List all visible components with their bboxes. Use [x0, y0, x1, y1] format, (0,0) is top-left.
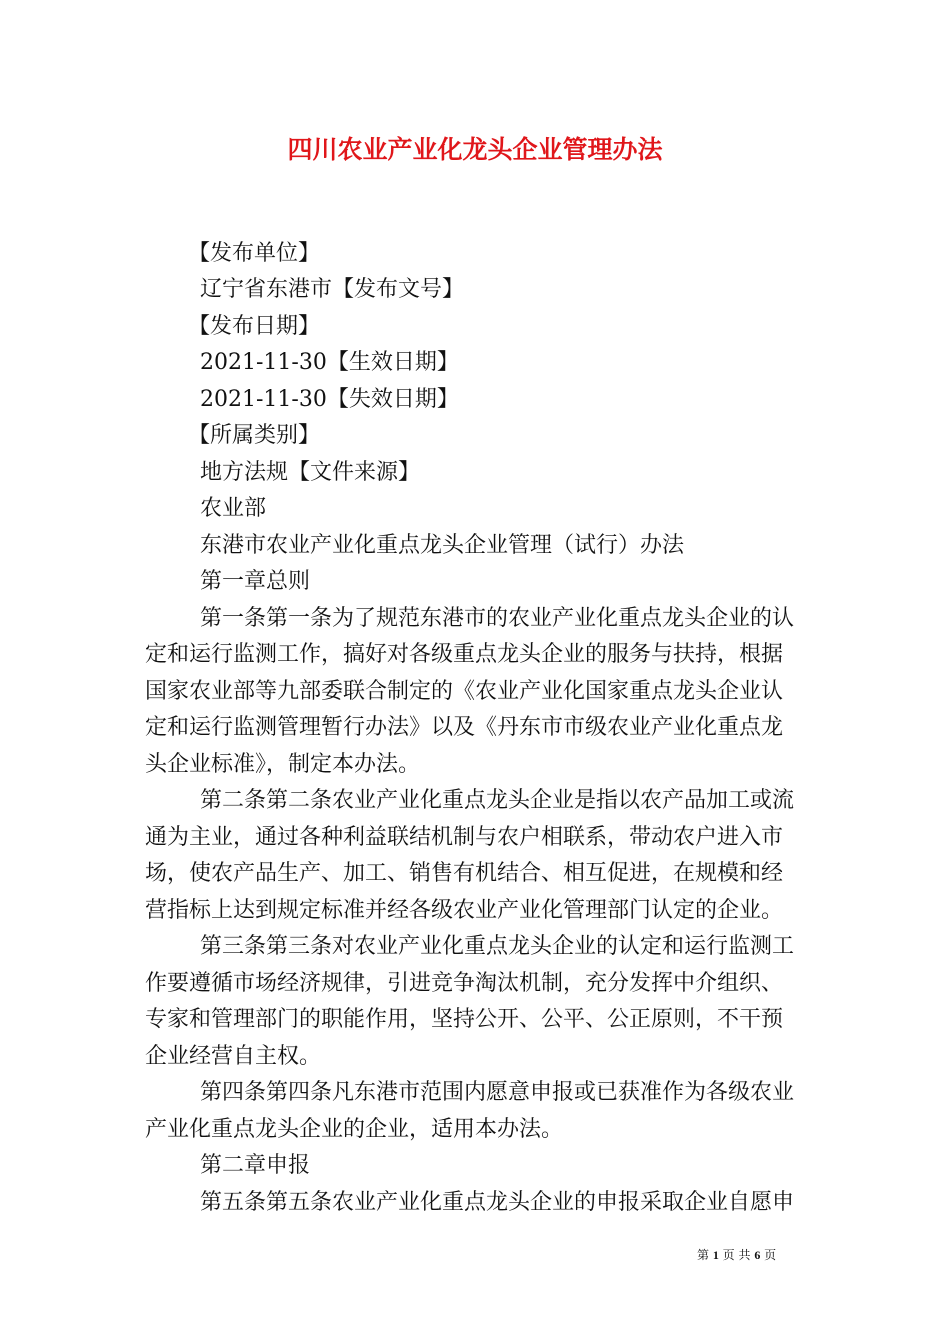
- meta-line: 【发布日期】: [188, 314, 321, 339]
- meta-line: 【所属类别】: [188, 423, 321, 448]
- article-line: 营指标上达到规定标准并经各级农业产业化管理部门认定的企业。: [145, 898, 784, 923]
- article-line: 专家和管理部门的职能作用，坚持公开、公平、公正原则，不干预: [145, 1007, 784, 1032]
- article-line: 第一条第一条为了规范东港市的农业产业化重点龙头企业的认: [200, 606, 795, 631]
- document-title: 四川农业产业化龙头企业管理办法: [287, 135, 663, 164]
- current-page-number: 1: [712, 1248, 719, 1262]
- article-line: 定和运行监测工作，搞好对各级重点龙头企业的服务与扶持，根据: [145, 642, 784, 667]
- article-line: 国家农业部等九部委联合制定的《农业产业化国家重点龙头企业认: [145, 679, 784, 704]
- meta-line: 【发布单位】: [188, 241, 321, 266]
- article-line: 定和运行监测管理暂行办法》以及《丹东市市级农业产业化重点龙: [145, 715, 784, 740]
- total-pages-number: 6: [754, 1248, 761, 1262]
- article-line: 场，使农产品生产、加工、销售有机结合、相互促进，在规模和经: [145, 861, 784, 886]
- meta-line: 2021-11-30【失效日期】: [200, 387, 459, 412]
- article-line: 头企业标准》，制定本办法。: [145, 752, 421, 777]
- article-line: 产业化重点龙头企业的企业，适用本办法。: [145, 1117, 564, 1142]
- article-line: 第五条第五条农业产业化重点龙头企业的申报采取企业自愿申: [200, 1190, 795, 1215]
- article-line: 第三条第三条对农业产业化重点龙头企业的认定和运行监测工: [200, 934, 795, 959]
- chapter-heading: 第一章总则: [200, 569, 311, 594]
- article-line: 作要遵循市场经济规律，引进竞争淘汰机制，充分发挥中介组织、: [145, 971, 784, 996]
- meta-line: 地方法规【文件来源】: [200, 460, 421, 485]
- meta-line: 2021-11-30【生效日期】: [200, 350, 459, 375]
- subtitle-line: 东港市农业产业化重点龙头企业管理（试行）办法: [200, 533, 685, 558]
- article-line: 企业经营自主权。: [145, 1044, 322, 1069]
- footer-middle: 页 共: [722, 1248, 751, 1262]
- page-number-footer: [697, 1246, 776, 1264]
- chapter-heading: 第二章申报: [200, 1153, 311, 1178]
- meta-line: 农业部: [200, 496, 267, 521]
- article-line: 第四条第四条凡东港市范围内愿意申报或已获准作为各级农业: [200, 1080, 795, 1105]
- meta-line: 辽宁省东港市【发布文号】: [200, 277, 465, 302]
- article-line: 第二条第二条农业产业化重点龙头企业是指以农产品加工或流: [200, 788, 795, 813]
- article-line: 通为主业，通过各种利益联结机制与农户相联系，带动农户进入市: [145, 825, 784, 850]
- footer-prefix: 第: [697, 1248, 710, 1262]
- footer-suffix: 页: [764, 1248, 777, 1262]
